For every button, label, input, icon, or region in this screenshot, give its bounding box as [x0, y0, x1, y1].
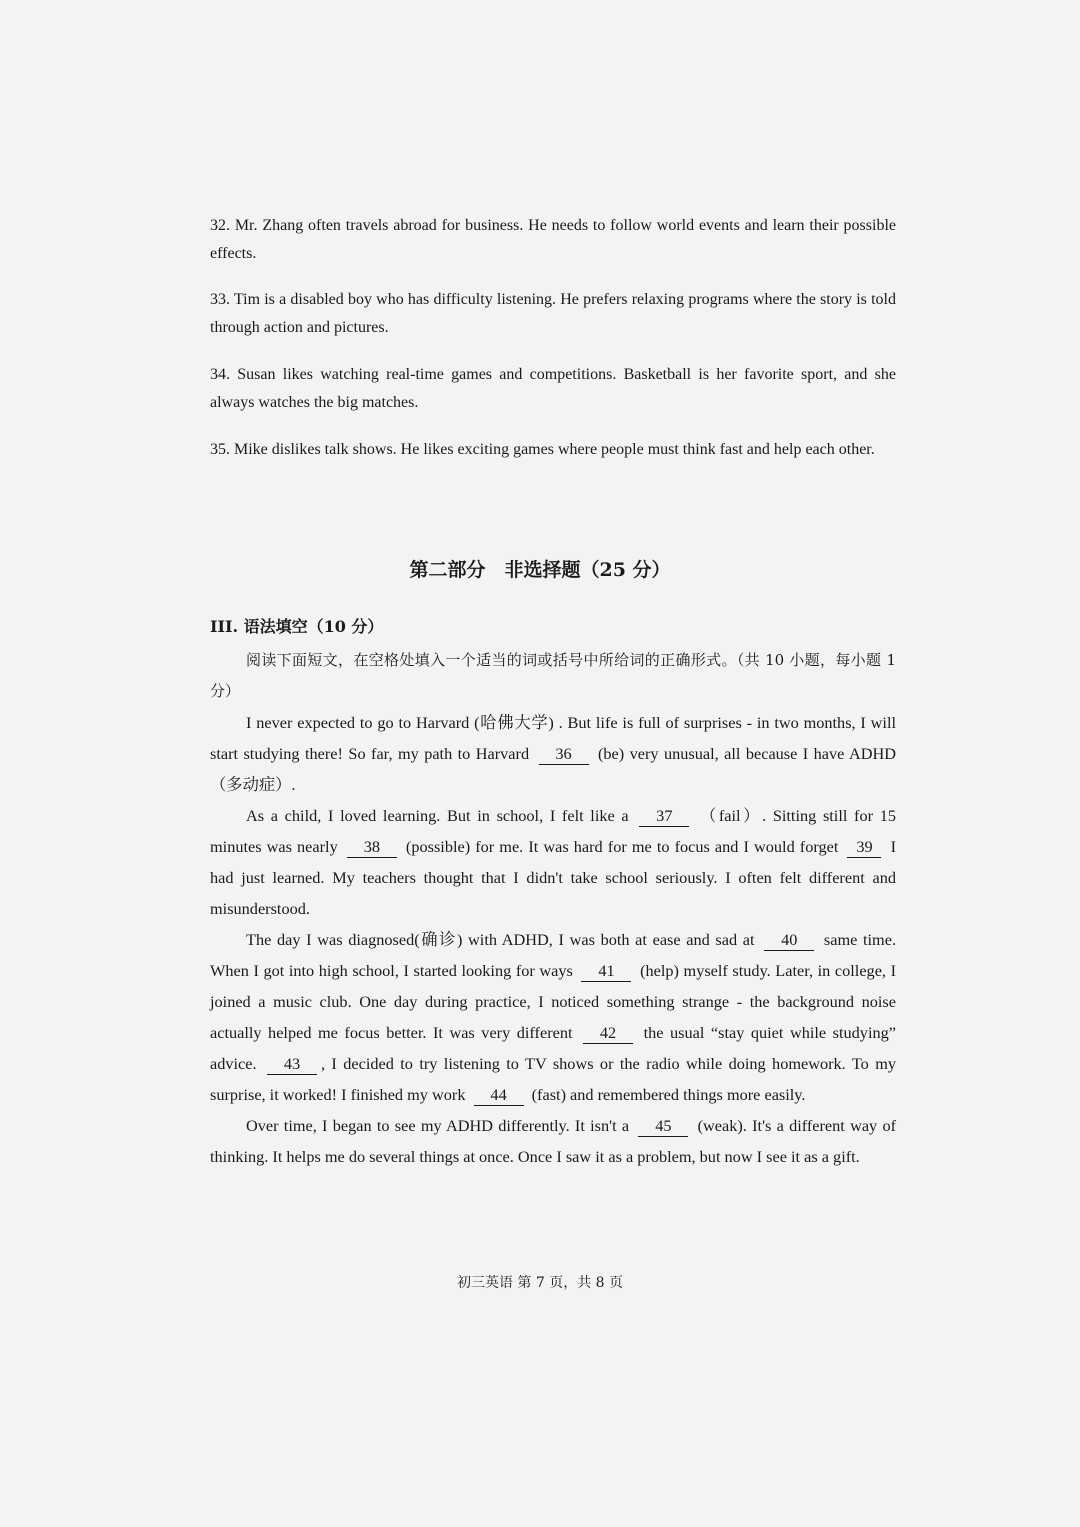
paragraph-1 — [210, 707, 896, 800]
blank-43[interactable]: 43 — [267, 1054, 317, 1075]
p3-text-a: The day I was diagnosed(确诊) with ADHD, I was both at ease and sad at — [246, 930, 755, 949]
blank-38[interactable]: 38 — [347, 837, 397, 858]
grammar-fill-title: III. 语法填空（10 分） — [210, 617, 384, 636]
p1-text-a: I never expected to go to Harvard (哈佛大学) . But life is full of surprises - in two months, I will start studying there! So far, my path to Harvard — [210, 713, 896, 763]
paragraph-3 — [210, 924, 896, 1110]
question-35: 35. Mike dislikes talk shows. He likes exciting games where people must think fast and help each other. — [210, 441, 875, 458]
p3-text-f: , I decided to try listening to TV shows or the radio while doing homework. To my surprise, it worked! I finished my work — [210, 1054, 897, 1104]
p4-text-a: Over time, I began to see my ADHD differently. It isn't a — [246, 1116, 630, 1135]
blank-40[interactable]: 40 — [764, 930, 814, 951]
page-footer: 初三英语 第 7 页，共 8 页 — [456, 1275, 624, 1291]
p2-text-e: I had just learned. My teachers thought that I didn't take school seriously. I often felt different and misunderstood. — [210, 837, 896, 918]
p4-text-c: (weak). It's a different way of thinking. It helps me do several things at once. Once I saw it as a problem, but now I see it as a gift. — [210, 1116, 897, 1166]
paragraph-4 — [210, 1110, 896, 1172]
question-32: 32. Mr. Zhang often travels abroad for business. He needs to follow world events and learn their possible effects. — [210, 217, 896, 262]
blank-39[interactable]: 39 — [847, 837, 881, 858]
paragraph-2 — [210, 800, 896, 924]
p1-text-c: (be) very unusual, all because I have ADHD（多动症）. — [210, 744, 896, 794]
p3-text-d: (help) myself study. Later, in college, I joined a music club. One day during practice, I noticed something strange - the background noise actually helped me focus better. It was very different — [210, 961, 897, 1042]
passage — [210, 645, 896, 1172]
section-title: 第二部分 非选择题（25 分） — [409, 559, 671, 581]
p2-text-c: （fail）. Sitting still for 15 minutes was nearly — [210, 806, 896, 856]
p3-text-c: same time. When I got into high school, I started looking for ways — [210, 930, 897, 980]
blank-37[interactable]: 37 — [639, 806, 689, 827]
blank-44[interactable]: 44 — [474, 1085, 524, 1106]
p3-text-e: the usual “stay quiet while studying” advice. — [210, 1023, 896, 1073]
question-33: 33. Tim is a disabled boy who has difficulty listening. He prefers relaxing programs where the story is told through action and pictures. — [210, 291, 896, 336]
p2-text-d: (possible) for me. It was hard for me to focus and I would forget — [405, 837, 839, 856]
blank-41[interactable]: 41 — [581, 961, 631, 982]
blank-45[interactable]: 45 — [638, 1116, 688, 1137]
blank-42[interactable]: 42 — [583, 1023, 633, 1044]
question-34: 34. Susan likes watching real-time games and competitions. Basketball is her favorite sport, and she always watches the big matches. — [210, 366, 896, 411]
blank-36[interactable]: 36 — [539, 744, 589, 765]
p2-text-a: As a child, I loved learning. But in school, I felt like a — [246, 806, 629, 825]
p3-text-g: (fast) and remembered things more easily. — [531, 1085, 806, 1104]
instruction: 阅读下面短文，在空格处填入一个适当的词或括号中所给词的正确形式。（共 10 小题，每小题 1 分） — [210, 651, 896, 700]
